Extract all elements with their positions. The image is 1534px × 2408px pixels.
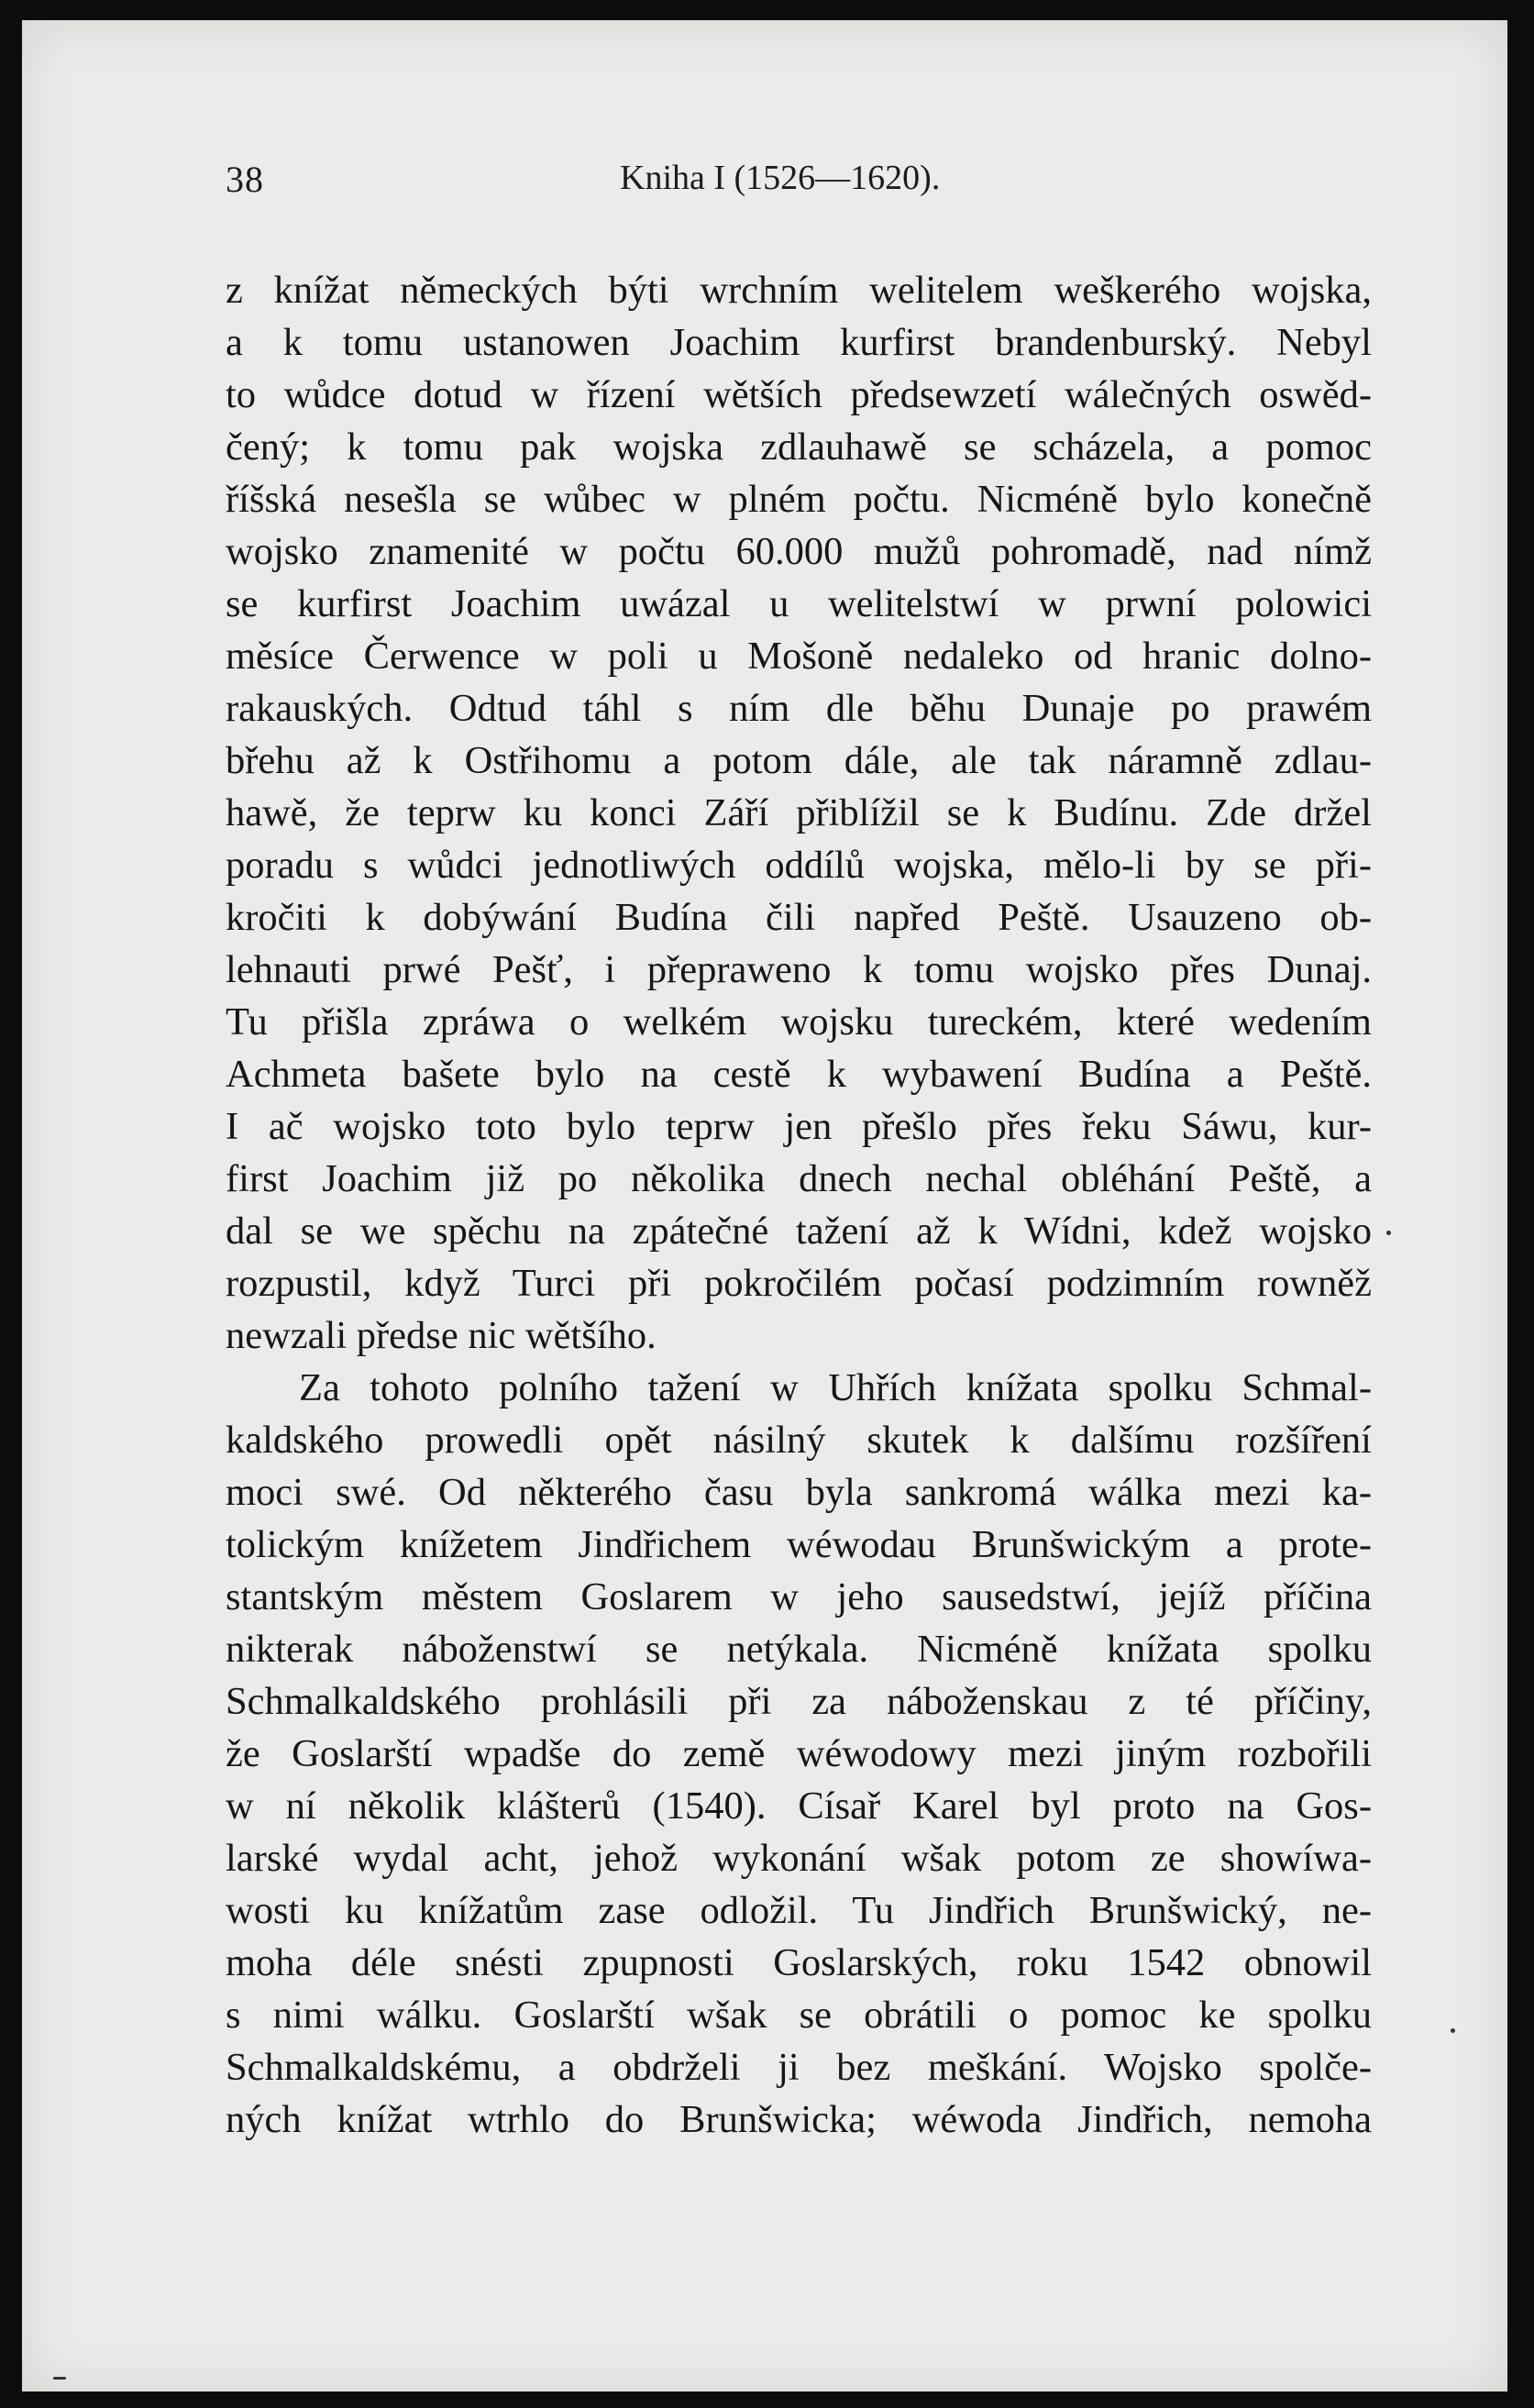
page-header — [226, 158, 1372, 213]
text-line: kročiti k dobýwání Budína čili napřed Peště. Usauzeno ob- — [226, 896, 1372, 939]
text-line: a k tomu ustanowen Joachim kurfirst brandenburský. Nebyl — [226, 321, 1372, 364]
text-line: ných knížat wtrhlo do Brunšwicka; wéwoda Jindřich, nemoha — [226, 2098, 1372, 2141]
paragraph — [226, 1362, 1372, 2146]
text-line: newzali předse nic wětšího. — [226, 1314, 657, 1357]
text-line: rozpustil, když Turci při pokročilém počasí podzimním rowněž — [226, 1262, 1372, 1305]
text-line: kaldského prowedli opět násilný skutek k dalšímu rozšíření — [226, 1419, 1372, 1462]
text-line: stantským městem Goslarem w jeho sausedstwí, jejíž příčina — [226, 1575, 1372, 1618]
text-line: měsíce Čerwence w poli u Mošoně nedaleko od hranic dolno- — [226, 635, 1372, 678]
text-line: w ní několik klášterů (1540). Císař Karel byl proto na Gos- — [226, 1784, 1372, 1828]
text-line: poradu s wůdci jednotliwých oddílů wojska, mělo-li by se při- — [226, 844, 1372, 887]
text-line: tolickým knížetem Jindřichem wéwodau Brunšwickým a prote- — [226, 1523, 1372, 1566]
text-line: moci swé. Od některého času byla sankromá wálka mezi ka- — [226, 1471, 1372, 1514]
text-line: čený; k tomu pak wojska zdlauhawě se scházela, a pomoc — [226, 425, 1372, 469]
text-line: že Goslarští wpadše do země wéwodowy mezi jiným rozbořili — [226, 1732, 1372, 1775]
text-line: se kurfirst Joachim uwázal u welitelstwí w prwní polowici — [226, 582, 1372, 625]
text-line: wojsko znamenité w počtu 60.000 mužů pohromadě, nad nímž — [226, 530, 1372, 573]
text-line: dal se we spěchu na zpátečné tažení až k Wídni, kdež wojsko — [226, 1210, 1372, 1253]
text-line: hawě, že teprw ku konci Září přiblížil se k Budínu. Zde držel — [226, 791, 1372, 834]
text-line: moha déle snésti zpupnosti Goslarských, roku 1542 obnowil — [226, 1941, 1372, 1984]
page-number: 38 — [226, 159, 264, 200]
text-line: nikterak náboženstwí se netýkala. Nicméně knížata spolku — [226, 1628, 1372, 1671]
text-line: Tu přišla zpráwa o welkém wojsku tureckém, které wedením — [226, 1000, 1372, 1044]
scan-speck — [53, 2377, 66, 2380]
text-line: Achmeta bašete bylo na cestě k wybawení Budína a Peště. — [226, 1053, 1372, 1096]
text-line: Za tohoto polního tažení w Uhřích knížata spolku Schmal- — [299, 1366, 1372, 1409]
body-text — [226, 264, 1372, 2146]
text-line: břehu až k Ostřihomu a potom dále, ale tak náramně zdlau- — [226, 739, 1372, 782]
text-line: rakauských. Odtud táhl s ním dle běhu Dunaje po prawém — [226, 687, 1372, 730]
text-line: to wůdce dotud w řízení wětších předsewzetí wálečných oswěd- — [226, 373, 1372, 416]
text-line: I ač wojsko toto bylo teprw jen přešlo přes řeku Sáwu, kur- — [226, 1105, 1372, 1148]
text-line: říšská nesešla se wůbec w plném počtu. Nicméně bylo konečně — [226, 478, 1372, 521]
text-line: Schmalkaldského prohlásili při za náboženskau z té příčiny, — [226, 1680, 1372, 1723]
text-line: Schmalkaldskému, a obdrželi ji bez meškání. Wojsko spolče- — [226, 2046, 1372, 2089]
text-line: z knížat německých býti wrchním welitelem weškerého wojska, — [226, 269, 1372, 312]
text-line: first Joachim již po několika dnech nechal obléhání Peště, a — [226, 1157, 1372, 1200]
text-line: larské wydal acht, jehož wykonání wšak potom ze showíwa- — [226, 1837, 1372, 1880]
text-line: wosti ku knížatům zase odložil. Tu Jindřich Brunšwický, ne- — [226, 1889, 1372, 1932]
running-head: Kniha I (1526—1620). — [620, 159, 941, 197]
scan-speck — [1386, 1231, 1391, 1235]
text-line: lehnauti prwé Pešť, i přepraweno k tomu wojsko přes Dunaj. — [226, 948, 1372, 991]
scan-speck — [1451, 2028, 1455, 2033]
paragraph — [226, 264, 1372, 1362]
text-line: s nimi wálku. Goslarští wšak se obrátili o pomoc ke spolku — [226, 1994, 1372, 2037]
